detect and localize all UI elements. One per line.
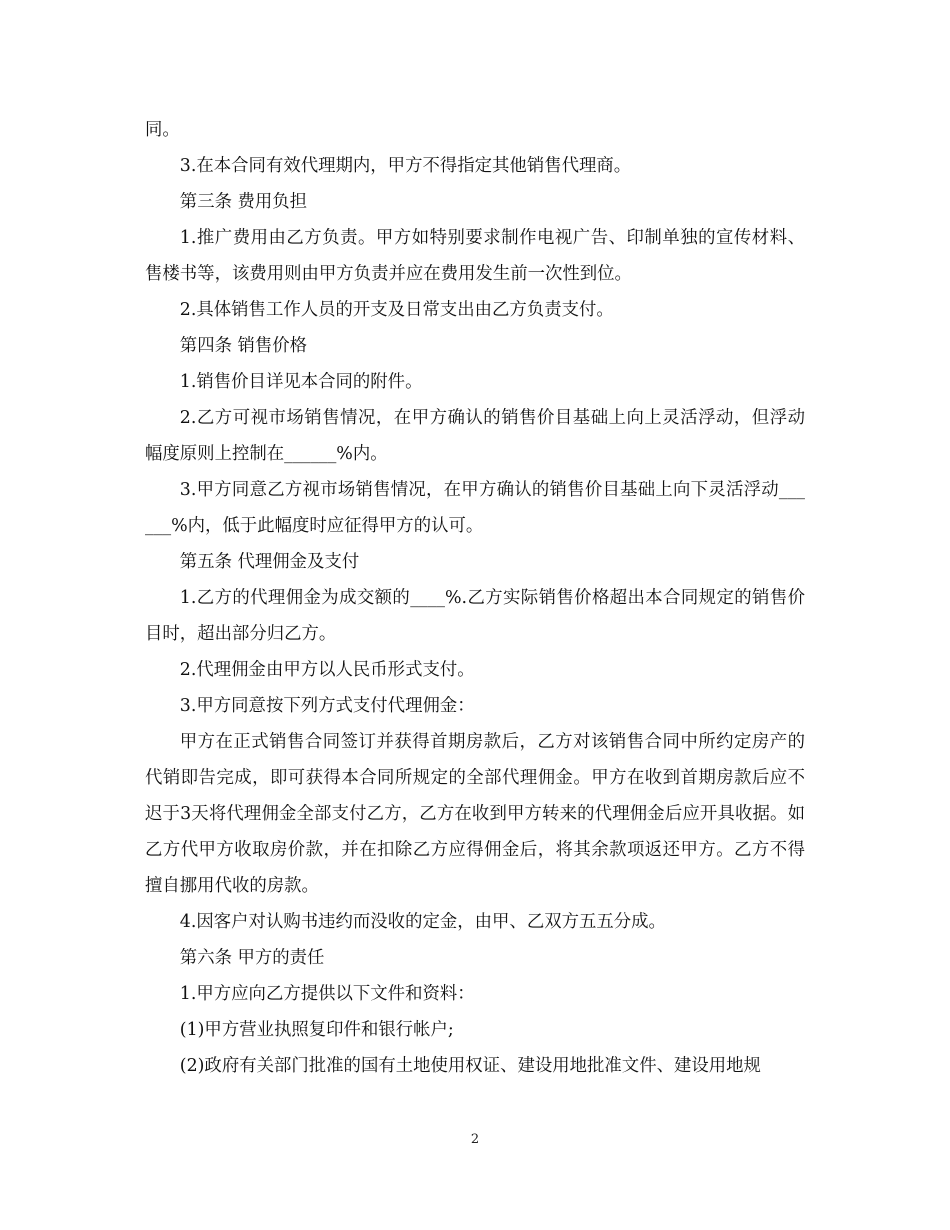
paragraph: 1.销售价目详见本合同的附件。 <box>179 372 423 392</box>
paragraph: 2.代理佣金由甲方以人民币形式支付。 <box>179 660 475 680</box>
paragraph: 2.乙方可视市场销售情况，在甲方确认的销售价目基础上向上灵活浮动，但浮动幅度原则上控制在______%内。 <box>145 408 805 464</box>
section-heading: 第五条 代理佣金及支付 <box>179 552 360 572</box>
section-heading: 第六条 甲方的责任 <box>179 948 325 968</box>
document-body <box>145 112 805 1084</box>
paragraph: 3.甲方同意乙方视市场销售情况，在甲方确认的销售价目基础上向下灵活浮动______%内，低于此幅度时应征得甲方的认可。 <box>145 480 805 536</box>
paragraph: 甲方在正式销售合同签订并获得首期房款后，乙方对该销售合同中所约定房产的代销即告完成，即可获得本合同所规定的全部代理佣金。甲方在收到首期房款后应不迟于3天将代理佣金全部支付乙方，乙方在收到甲方转来的代理佣金后应开具收据。如乙方代甲方收取房价款，并在扣除乙方应得佣金后，将其余款项返还甲方。乙方不得擅自挪用代收的房款。 <box>145 732 805 896</box>
paragraph: 同。 <box>145 120 180 140</box>
paragraph: 1.乙方的代理佣金为成交额的____%.乙方实际销售价格超出本合同规定的销售价目时，超出部分归乙方。 <box>145 588 805 644</box>
paragraph: 3.甲方同意按下列方式支付代理佣金： <box>179 696 475 716</box>
list-item: (2)政府有关部门批准的国有土地使用权证、建设用地批准文件、建设用地规 <box>179 1056 761 1076</box>
section-heading: 第四条 销售价格 <box>179 336 308 356</box>
page-number: 2 <box>470 1132 480 1147</box>
paragraph: 1.推广费用由乙方负责。甲方如特别要求制作电视广告、印制单独的宣传材料、售楼书等，该费用则由甲方负责并应在费用发生前一次性到位。 <box>145 228 805 284</box>
paragraph: 1.甲方应向乙方提供以下文件和资料： <box>179 984 475 1004</box>
list-item: (1)甲方营业执照复印件和银行帐户; <box>179 1020 454 1040</box>
paragraph: 3.在本合同有效代理期内，甲方不得指定其他销售代理商。 <box>179 156 632 176</box>
paragraph: 4.因客户对认购书违约而没收的定金，由甲、乙双方五五分成。 <box>179 912 666 932</box>
paragraph: 2.具体销售工作人员的开支及日常支出由乙方负责支付。 <box>179 300 614 320</box>
section-heading: 第三条 费用负担 <box>179 192 308 212</box>
